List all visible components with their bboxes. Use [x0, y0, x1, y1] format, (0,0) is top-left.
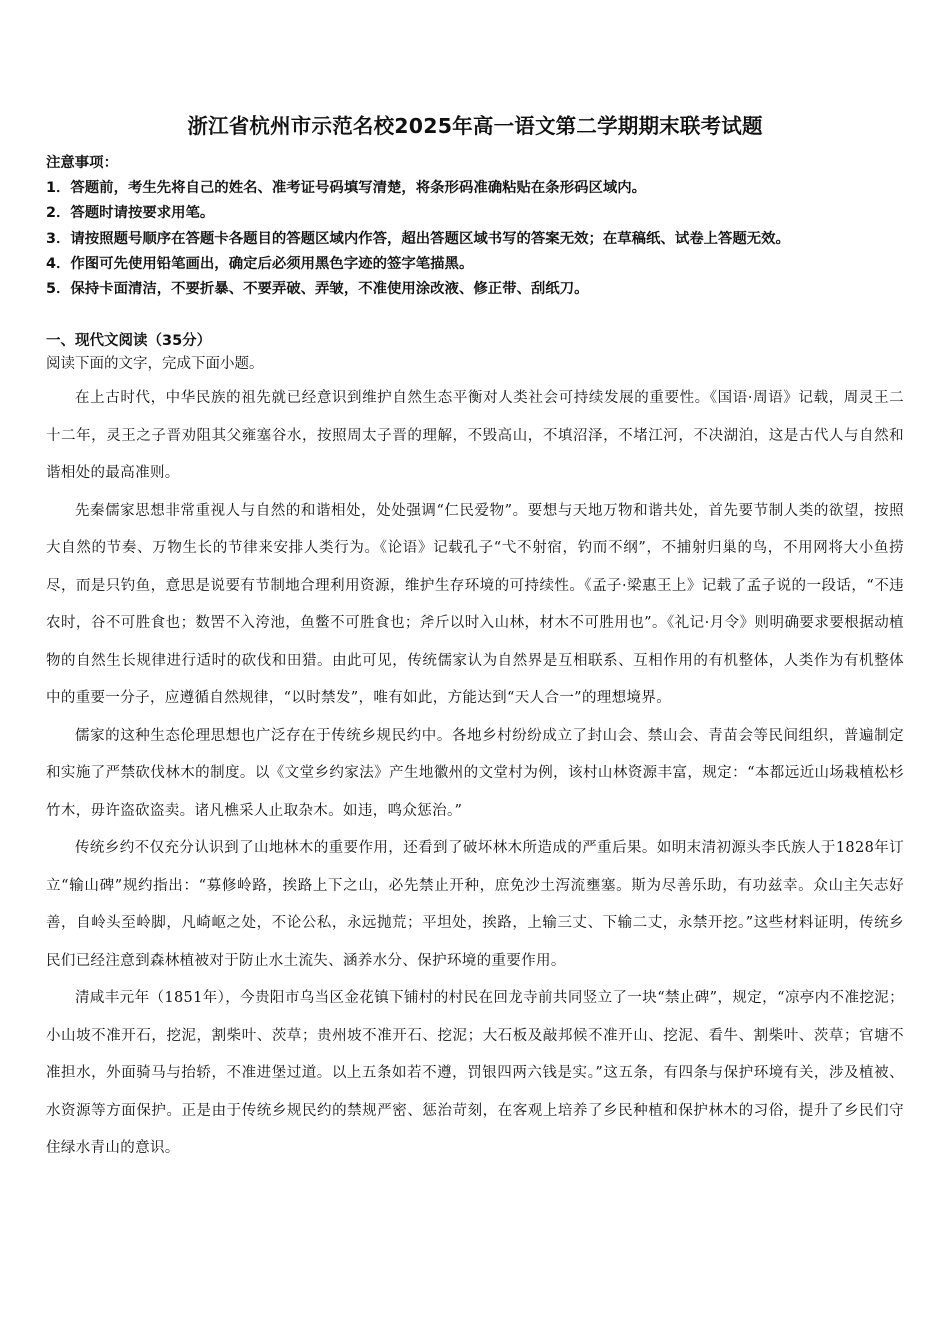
- notice-block: [46, 151, 904, 302]
- passage-paragraph: 在上古时代，中华民族的祖先就已经意识到维护自然生态平衡对人类社会可持续发展的重要性。《国语·周语》记载，周灵王二十二年，灵王之子晋劝阻其父雍塞谷水，按照周太子晋的理解，不毁高山，不填沼泽，不堵江河，不决湖泊，这是古代人与自然和谐相处的最高准则。: [46, 390, 904, 482]
- passage-paragraph: 先秦儒家思想非常重视人与自然的和谐相处，处处强调“仁民爱物”。要想与天地万物和谐共处，首先要节制人类的欲望，按照大自然的节奏、万物生长的节律来安排人类行为。《论语》记载孔子“弋不射宿，钓而不纲”，不捕射归巢的鸟，不用网将大小鱼捞尽，而是只钓鱼，意思是说要有节制地合理利用资源，维护生存环境的可持续性。《孟子·梁惠王上》记载了孟子说的一段话，“不违农时，谷不可胜食也；数罟不入洿池，鱼鳖不可胜食也；斧斤以时入山林，材木不可胜用也”。《礼记·月令》则明确要求要根据动植物的自然生长规律进行适时的砍伐和田猎。由此可见，传统儒家认为自然界是互相联系、互相作用的有机整体，人类作为有机整体中的重要一分子，应遵循自然规律，“以时禁发”，唯有如此，方能达到“天人合一”的理想境界。: [46, 502, 904, 707]
- notice-item: 2．答题时请按要求用笔。: [46, 205, 215, 222]
- notice-heading: 注意事项：: [46, 155, 118, 171]
- notice-item: 5．保持卡面清洁，不要折暴、不要弄破、弄皱，不准使用涂改液、修正带、刮纸刀。: [46, 281, 589, 298]
- notice-item: 4．作图可先使用铅笔画出，确定后必须用黑色字迹的签字笔描黑。: [46, 255, 474, 272]
- notice-item: 1．答题前，考生先将自己的姓名、准考证号码填写清楚，将条形码准确粘贴在条形码区域内。: [46, 180, 647, 197]
- reading-passage: [46, 380, 904, 1168]
- page-title: 浙江省杭州市示范名校2025年高一语文第二学期期末联考试题: [187, 114, 763, 138]
- section-instruction: 阅读下面的文字，完成下面小题。: [46, 356, 264, 373]
- notice-item: 3．请按照题号顺序在答题卡各题目的答题区域内作答，超出答题区域书写的答案无效；在草稿纸、试卷上答题无效。: [46, 230, 790, 247]
- section-heading: 一、现代文阅读（35分）: [46, 333, 212, 350]
- passage-paragraph: 清咸丰元年（1851年），今贵阳市乌当区金花镇下铺村的村民在回龙寺前共同竖立了一块“禁止碑”，规定，“凉亭内不准挖泥；小山坡不准开石，挖泥，割柴叶、茨草；贵州坡不准开石、挖泥；大石板及敲邦候不准开山、挖泥、看牛、割柴叶、茨草；官塘不准担水，外面骑马与抬轿，不准进堡过道。以上五条如若不遵，罚银四两六钱是实。”这五条，有四条与保护环境有关，涉及植被、水资源等方面保护。正是由于传统乡规民约的禁规严密、惩治苛刻，在客观上培养了乡民种植和保护林木的习俗，提升了乡民们守住绿水青山的意识。: [46, 990, 904, 1157]
- passage-paragraph: 儒家的这种生态伦理思想也广泛存在于传统乡规民约中。各地乡村纷纷成立了封山会、禁山会、青苗会等民间组织，普遍制定和实施了严禁砍伐林木的制度。以《文堂乡约家法》产生地徽州的文堂村为例，该村山林资源丰富，规定：“本都远近山场栽植松杉竹木，毋许盗砍盗卖。诸凡樵采人止取杂木。如违，鸣众惩治。”: [46, 727, 904, 819]
- passage-paragraph: 传统乡约不仅充分认识到了山地林木的重要作用，还看到了破坏林木所造成的严重后果。如明末清初源头李氏族人于1828年订立“输山碑”规约指出：“募修岭路，挨路上下之山，必先禁止开种，庶免沙土泻流壅塞。斯为尽善乐助，有功兹幸。众山主矢志好善，自岭头至岭脚，凡崎岖之处，不论公私，永远抛荒；平坦处，挨路，上输三丈、下输二丈，永禁开挖。”这些材料证明，传统乡民们已经注意到森林植被对于防止水土流失、涵养水分、保护环境的重要作用。: [46, 840, 904, 969]
